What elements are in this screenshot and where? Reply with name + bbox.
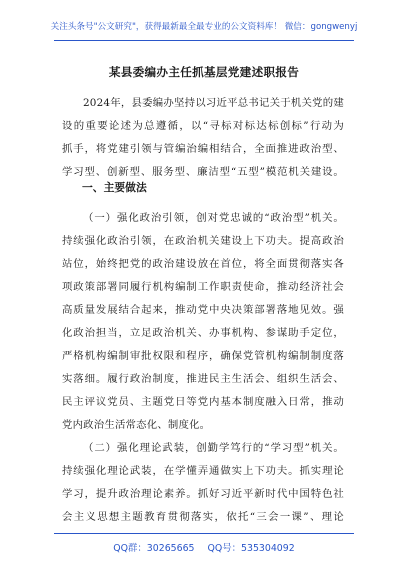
political-line-4: 项政策部署同履行机构编制工作职责使命，推动经济社会 <box>62 281 344 293</box>
learning-line-1: （二）强化理论武装，创勤学笃行的“学习型”机关。 <box>83 442 344 454</box>
political-line-8: 实落细。履行政治制度，推进民主生活会、组织生活会、 <box>62 373 344 385</box>
political-line-9: 民主评议党员、主题党日等党内基本制度融入日常，推动 <box>62 396 344 408</box>
intro-line-3: 抓手，将党建引领与管编治编相结合，全面推进政治型、 <box>62 143 344 155</box>
political-paragraph <box>62 207 344 437</box>
political-line-3: 站位，始终把党的政治建设放在首位，将全面贯彻落实各 <box>62 258 344 270</box>
learning-line-4: 会主义思想主题教育贯彻落实，依托“三会一课”、理论 <box>62 511 344 523</box>
political-line-2: 持续强化政治引领，在政治机关建设上下功夫。提高政治 <box>62 235 344 247</box>
footer-divider <box>54 533 354 534</box>
political-line-10: 党内政治生活常态化、制度化。 <box>62 419 211 431</box>
footer-contact <box>0 540 408 554</box>
intro-line-2: 设的重要论述为总遵循，以“寻标对标达标创标”行动为 <box>62 120 344 132</box>
learning-line-2: 持续强化理论武装，在学懂弄通做实上下功夫。抓实理论 <box>62 465 344 477</box>
learning-paragraph <box>62 437 344 529</box>
document-title: 某县委编办主任抓基层党建述职报告 <box>108 65 300 79</box>
intro-line-4: 学习型、创新型、服务型、廉洁型“五型”模范机关建设。 <box>62 166 344 178</box>
political-line-7: 严格机构编制审批权限和程序，确保党管机构编制制度落 <box>62 350 344 362</box>
intro-line-1: 2024年，县委编办坚持以习近平总书记关于机关党的建 <box>83 97 344 109</box>
section-heading-main-practices: 一、主要做法 <box>82 181 147 194</box>
qq-group-number: 30265665 <box>146 543 195 554</box>
qq-number-label: QQ号： <box>207 543 242 554</box>
political-line-1: （一）强化政治引领，创对党忠诚的“政治型”机关。 <box>83 212 344 224</box>
political-line-5: 高质量发展结合起来，推动党中央决策部署落地见效。强 <box>62 304 344 316</box>
intro-paragraph <box>62 92 344 184</box>
political-line-6: 化政治担当，立足政治机关、办事机构、参谋助手定位， <box>62 327 344 339</box>
header-banner: 关注头条号"公文研究"，获得最新最全最专业的公文资料库！ 微信：gongwenyj <box>50 22 358 32</box>
learning-line-3: 学习，提升政治理论素养。抓好习近平新时代中国特色社 <box>62 488 344 500</box>
header-divider <box>54 40 354 41</box>
qq-number-value: 535304092 <box>241 543 295 554</box>
qq-group-label: QQ群： <box>113 543 147 554</box>
